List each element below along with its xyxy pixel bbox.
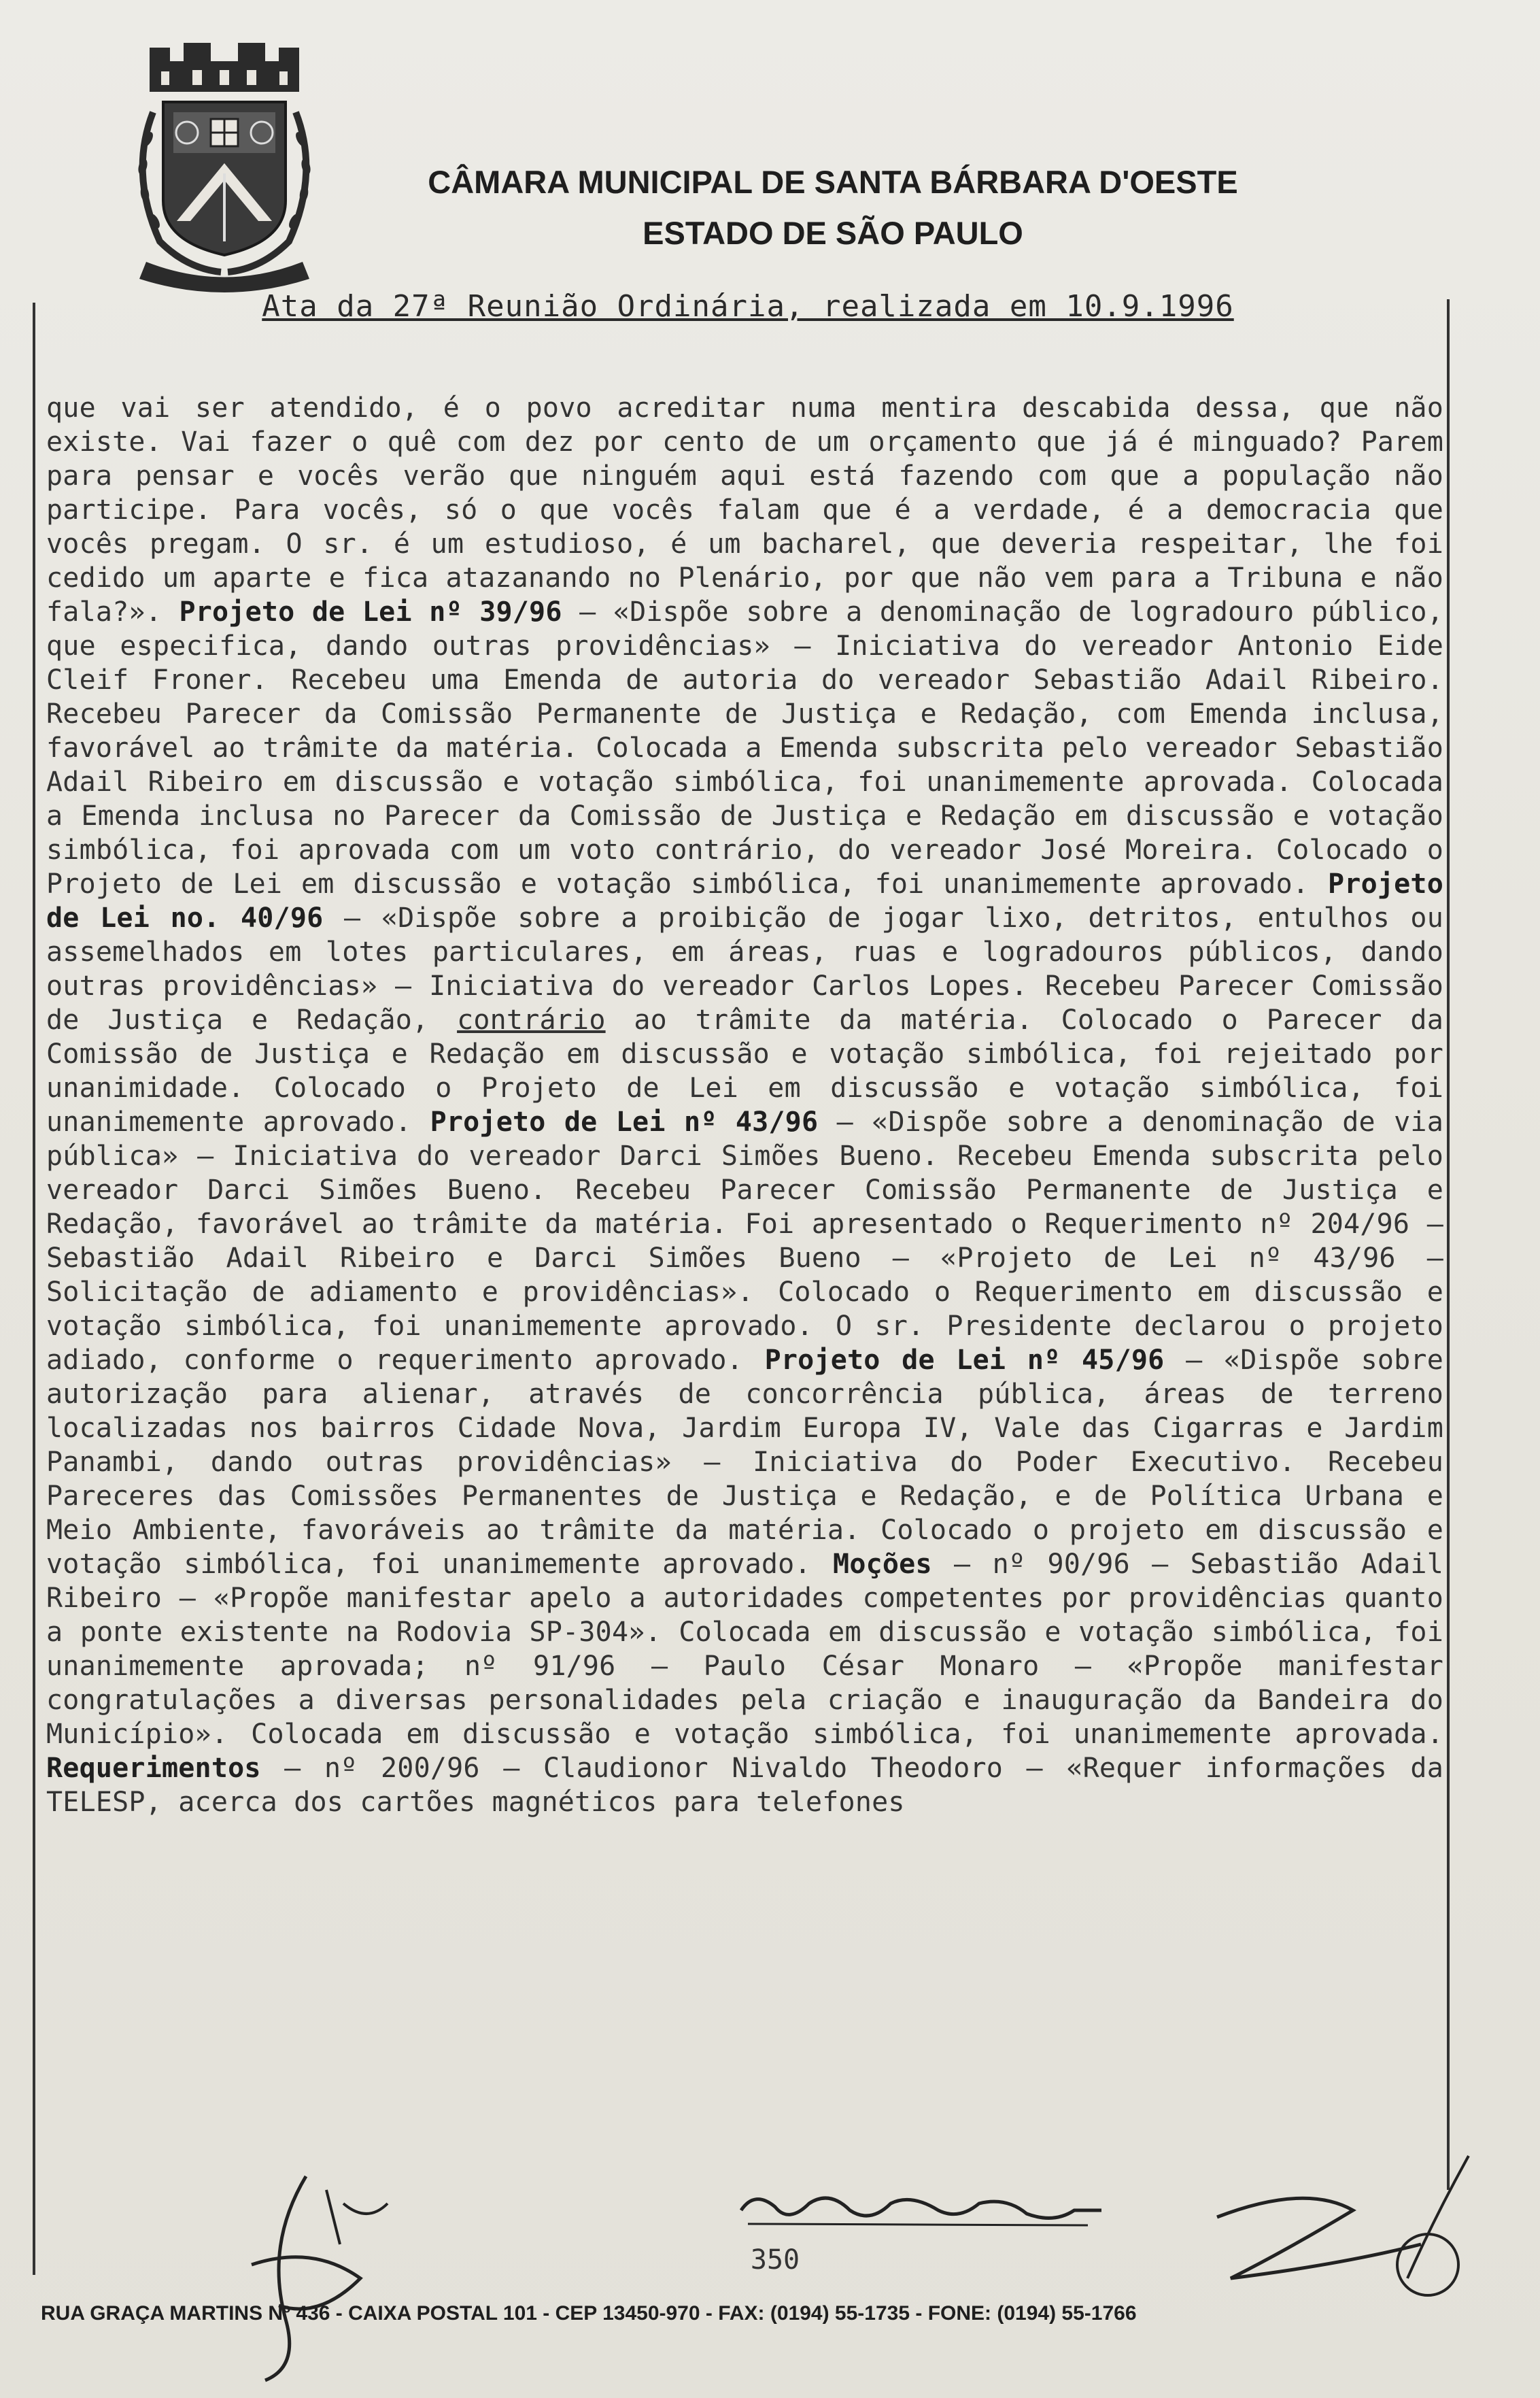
- bill-heading-45: Projeto de Lei nº 45/96: [764, 1345, 1165, 1376]
- requests-heading: Requerimentos: [46, 1753, 261, 1784]
- body-text-segment: – nº 200/96 – Claudionor Nivaldo Theodoro – «Requer informações da TELESP, acerca dos cartões magnéticos para telefones: [46, 1753, 1443, 1818]
- body-text-segment: – nº 90/96 – Sebastião Adail Ribeiro – «Propõe manifestar apelo a autoridades competentes por providências quanto a ponte existente na Rodovia SP-304». Colocada em discussão e votação simbólica, foi unanimemente aprovada; nº 91/96 – Paulo César Monaro – «Propõe manifestar congratulações a diversas personalidades pela criação e inauguração da Bandeira do Município». Colocada em discussão e votação simbólica, foi unanimemente aprovada.: [46, 1549, 1443, 1750]
- body-text-segment: que vai ser atendido, é o povo acreditar numa mentira descabida dessa, que não existe. Vai fazer o quê com dez por cento de um orçamento que já é minguado? Parem para pensar e vocês verão que ninguém aqui está fazendo com que a população não participe. Para vocês, só o que vocês falam que é a verdade, é a democracia que vocês pregam. O sr. é um estudioso, é um bacharel, que deveria respeitar, lhe foi cedido um aparte e fica atazanando no Plenário, por que não vem para a Tribuna e não fala?».: [46, 392, 1443, 628]
- signature-center: [734, 2183, 1115, 2244]
- body-text-segment: – «Dispõe sobre a denominação de via pública» – Iniciativa do vereador Darci Simões Bueno. Recebeu Emenda subscrita pelo vereador Darci Simões Bueno. Recebeu Parecer Comissão Permanente de Justiça e Redação, favorável ao trâmite da matéria. Foi apresentado o Requerimento nº 204/96 – Sebastião Adail Ribeiro e Darci Simões Bueno – «Projeto de Lei nº 43/96 – Solicitação de adiamento e providências». Colocado o Requerimento em discussão e votação simbólica, foi unanimemente aprovado. O sr. Presidente declarou o projeto adiado, conforme o requerimento aprovado.: [46, 1107, 1443, 1376]
- body-text-segment: – «Dispõe sobre a proibição de jogar lixo, detritos, entulhos ou assemelhados em lotes particulares, em áreas, ruas e logradouros públicos, dando outras providências» – Iniciativa do vereador Carlos Lopes. Recebeu Parecer Comissão de Justiça e Redação,: [46, 902, 1443, 1036]
- left-margin-rule: [33, 303, 35, 2275]
- page-number: 350: [750, 2244, 800, 2276]
- motions-heading: Moções: [833, 1549, 932, 1580]
- minutes-title: Ata da 27ª Reunião Ordinária, realizada em 10.9.1996: [262, 289, 1234, 324]
- body-text-segment: ao trâmite da matéria. Colocado o Parecer da Comissão de Justiça e Redação em discussão e votação simbólica, foi rejeitado por unanimidade. Colocado o Projeto de Lei em discussão e votação simbólica, foi unanimemente aprovado.: [46, 1004, 1443, 1138]
- right-margin-rule: [1447, 299, 1450, 2190]
- bill-heading-39: Projeto de Lei nº 39/96: [179, 596, 562, 628]
- state-name: ESTADO DE SÃO PAULO: [643, 215, 1023, 251]
- institution-name: CÂMARA MUNICIPAL DE SANTA BÁRBARA D'OESTE: [428, 164, 1238, 200]
- body-text-segment: – «Dispõe sobre autorização para alienar, através de concorrência pública, áreas de terreno localizadas nos bairros Cidade Nova, Jardim Europa IV, Vale das Cigarras e Jardim Panambi, dando outras providências» – Iniciativa do Poder Executivo. Recebeu Pareceres das Comissões Permanentes de Justiça e Redação, e de Política Urbana e Meio Ambiente, favoráveis ao trâmite da matéria. Colocado o projeto em discussão e votação simbólica, foi unanimemente aprovado.: [46, 1345, 1443, 1580]
- bill-heading-40: Projeto de Lei no. 40/96: [46, 868, 1443, 934]
- signature-left: [224, 2163, 401, 2387]
- bill-heading-43: Projeto de Lei nº 43/96: [430, 1107, 819, 1138]
- municipal-coat-of-arms: [112, 37, 337, 296]
- footer-address: RUA GRAÇA MARTINS Nº 436 - CAIXA POSTAL 101 - CEP 13450-970 - FAX: (0194) 55-1735 - FONE: (0194) 55-1766: [41, 2302, 1137, 2325]
- minutes-body: [46, 391, 1443, 1819]
- underlined-word: contrário: [457, 1004, 606, 1036]
- letterhead: [367, 156, 1299, 258]
- body-text-segment: – «Dispõe sobre a denominação de logradouro público, que especifica, dando outras providências» – Iniciativa do vereador Antonio Eide Cleif Froner. Recebeu uma Emenda de autoria do vereador Sebastião Adail Ribeiro. Recebeu Parecer da Comissão Permanente de Justiça e Redação, com Emenda inclusa, favorável ao trâmite da matéria. Colocada a Emenda subscrita pelo vereador Sebastião Adail Ribeiro em discussão e votação simbólica, foi unanimemente aprovada. Colocada a Emenda inclusa no Parecer da Comissão de Justiça e Redação em discussão e votação simbólica, foi aprovada com um voto contrário, do vereador José Moreira. Colocado o Projeto de Lei em discussão e votação simbólica, foi unanimemente aprovado.: [46, 596, 1443, 900]
